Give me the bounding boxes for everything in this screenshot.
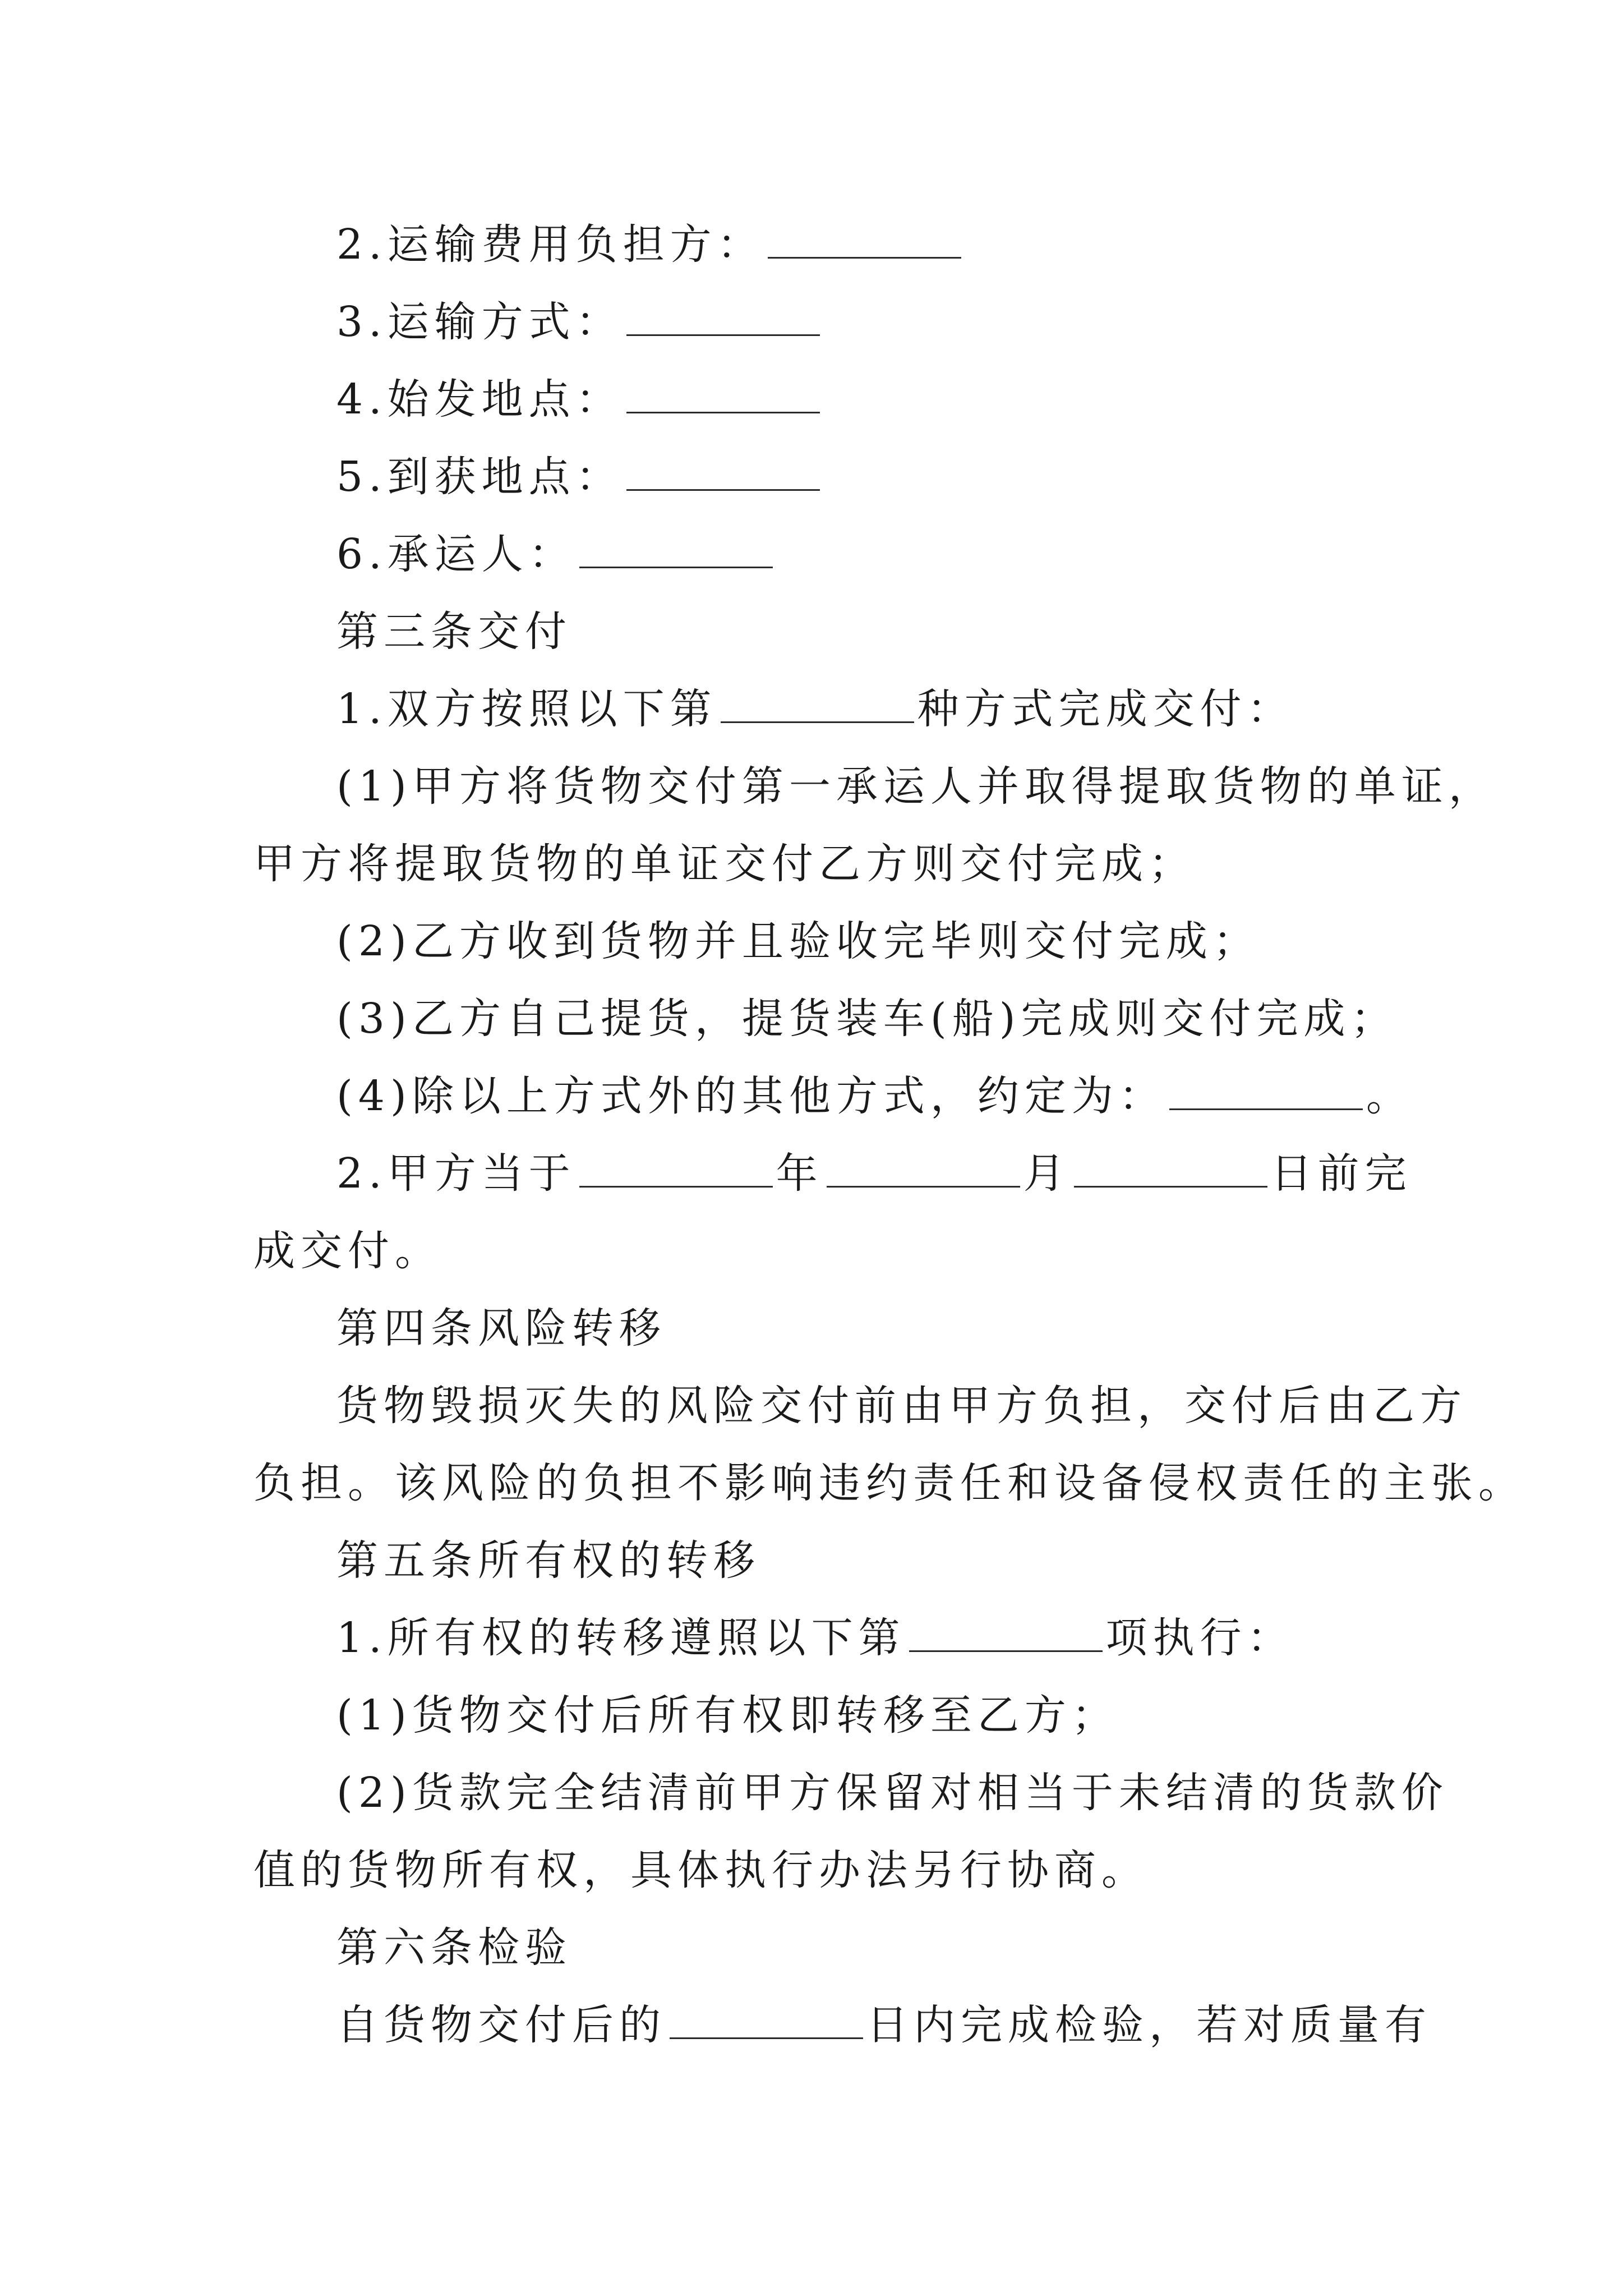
article-3-heading [336, 604, 572, 660]
heading-text: 第六条检验 [336, 1924, 572, 1972]
text-segment: 货物毁损灭失的风险交付前由甲方负担，交付后由乙方 [336, 1382, 1467, 1430]
delivery-option-3-line [336, 991, 1398, 1047]
inspection-line [336, 1997, 1432, 2053]
fill-in-blank [1074, 1151, 1267, 1188]
delivery-option-1-line [336, 758, 1496, 815]
delivery-method-line [336, 681, 1294, 737]
text-segment: 6.承运人： [336, 530, 576, 578]
ownership-option-2-line [336, 1765, 1449, 1821]
ownership-option-line [336, 1610, 1294, 1666]
heading-text: 第三条交付 [336, 608, 572, 656]
delivery-option-1-continued [253, 836, 1196, 892]
origin-location-line [336, 371, 823, 427]
fill-in-blank [579, 1151, 773, 1188]
text-segment: (4)除以上方式外的其他方式，约定为： [336, 1072, 1166, 1120]
text-segment: 4.始发地点： [336, 375, 623, 424]
risk-transfer-continued [253, 1455, 1525, 1511]
text-segment: 日内完成检验，若对质量有 [866, 2001, 1432, 2049]
text-segment: 2.甲方当于 [336, 1149, 576, 1198]
text-segment: 自货物交付后的 [336, 2001, 666, 2049]
article-6-heading [336, 1920, 572, 1976]
text-segment: 项执行： [1105, 1614, 1294, 1662]
heading-text: 第五条所有权的转移 [336, 1536, 760, 1585]
fill-in-blank [768, 222, 961, 259]
destination-location-line [336, 449, 823, 505]
text-segment: 甲方将提取货物的单证交付乙方则交付完成； [253, 840, 1196, 888]
fill-in-blank [827, 1151, 1020, 1188]
text-segment: 5.到获地点： [336, 453, 623, 501]
fill-in-blank [909, 1616, 1103, 1652]
text-segment: (2)乙方收到货物并且验收完毕则交付完成； [336, 917, 1260, 965]
fill-in-blank [626, 377, 820, 413]
text-segment: (2)货款完全结清前甲方保留对相当于未结清的货款价 [336, 1769, 1449, 1817]
ownership-option-2-continued [253, 1842, 1149, 1898]
text-segment: 1.双方按照以下第 [336, 685, 717, 733]
fill-in-blank [1169, 1074, 1363, 1110]
delivery-date-line [336, 1145, 1412, 1202]
text-segment: (3)乙方自己提货，提货装车(船)完成则交付完成； [336, 995, 1398, 1043]
risk-transfer-line [336, 1378, 1467, 1434]
fill-in-blank [721, 687, 914, 723]
text-segment: 种方式完成交付： [917, 685, 1294, 733]
fill-in-blank [626, 300, 820, 336]
text-segment: 2.运输费用负担方： [336, 220, 764, 269]
text-segment: 成交付。 [253, 1227, 442, 1275]
text-segment: 年 [776, 1149, 823, 1198]
text-segment: 3.运输方式： [336, 298, 623, 346]
text-segment: 1.所有权的转移遵照以下第 [336, 1614, 906, 1662]
text-segment: 值的货物所有权，具体执行办法另行协商。 [253, 1846, 1149, 1894]
article-4-heading [336, 1300, 666, 1356]
fill-in-blank [670, 2003, 863, 2039]
delivery-option-2-line [336, 913, 1260, 969]
delivery-date-continued [253, 1223, 442, 1279]
fill-in-blank [579, 532, 773, 568]
transport-method-line [336, 294, 823, 350]
text-segment: (1)货物交付后所有权即转移至乙方； [336, 1691, 1119, 1740]
carrier-line [336, 526, 776, 582]
text-segment: (1)甲方将货物交付第一承运人并取得提取货物的单证， [336, 762, 1496, 811]
article-5-heading [336, 1533, 760, 1589]
heading-text: 第四条风险转移 [336, 1304, 666, 1352]
text-segment: 负担。该风险的负担不影响违约责任和设备侵权责任的主张。 [253, 1459, 1525, 1507]
delivery-option-4-line [336, 1068, 1413, 1124]
fill-in-blank [626, 454, 820, 491]
text-segment: 日前完 [1270, 1149, 1412, 1198]
transport-cost-party-line [336, 217, 965, 273]
ownership-option-1-line [336, 1687, 1119, 1743]
text-segment: 。 [1366, 1072, 1413, 1120]
text-segment: 月 [1023, 1149, 1071, 1198]
